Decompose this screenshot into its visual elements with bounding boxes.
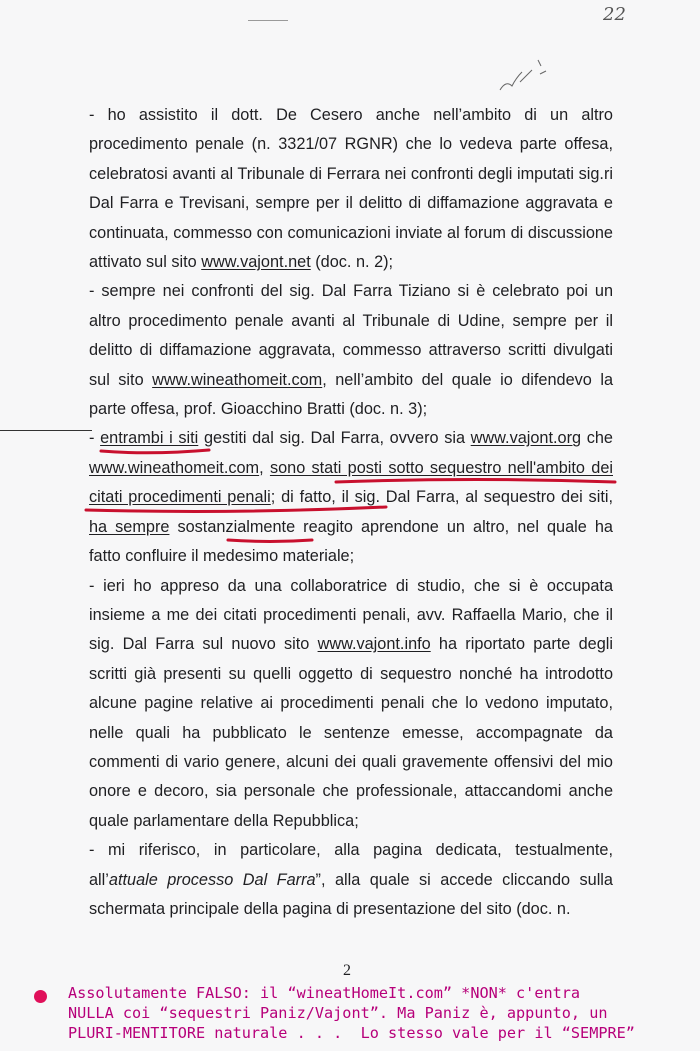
red-underline-entrambi: [101, 450, 209, 453]
text-run: ,: [259, 458, 270, 477]
text-run: ”, alla quale si accede cliccando sulla schermata principale della pagina di presentazione del sito (doc. n.: [89, 870, 613, 918]
text-run: sostanzialmente reagito aprendone un altro, nel quale ha fatto confluire il medesimo materiale;: [89, 517, 613, 566]
text-run: ; di fatto, il sig. Dal Farra, al sequestro dei siti,: [270, 488, 613, 507]
underlined-text: entrambi i siti: [100, 429, 199, 448]
text-run: che: [581, 429, 613, 448]
italic-text: attuale processo Dal Farra: [108, 870, 316, 889]
red-underline-ha-sempre: [228, 540, 312, 542]
text-run: , nell’ambito del quale io difendevo la parte offesa, prof. Gioacchino Bratti (doc. n. 3);: [89, 370, 614, 419]
handwritten-annotation: [68, 983, 668, 1043]
text-run: - mi riferisco, in particolare, alla pagina dedicata, testualmente, all’: [89, 841, 613, 889]
handwritten-page-mark: 22: [603, 4, 626, 25]
underlined-text: www.wineathomeit.com: [89, 458, 260, 477]
underlined-text: www.vajont.info: [317, 635, 431, 654]
underlined-text: www.wineathomeit.com: [152, 370, 323, 389]
underlined-text: www.vajont.net: [201, 253, 311, 272]
underlined-text: ha sempre: [89, 517, 170, 536]
text-run: ha riportato parte degli scritti già presenti su quelli oggetto di sequestro nonché ha introdotto alcune pagine relative ai procedimenti penali che lo vedono imputato, nelle quali ha pubblicato le sentenze emesse, accompagnate da commenti di vario genere, alcuni dei quali gravemente offensivi del mio onore e decoro, sia personale che professionale, attaccandomi anche quale parlamentare della Repubblica;: [89, 635, 613, 830]
page-number: 2: [343, 962, 351, 979]
red-underline-nell-ambito: [86, 507, 386, 511]
annotation-line: PLURI-MENTITORE naturale . . . Lo stesso vale per il “SEMPRE”: [68, 1024, 635, 1042]
text-run: - sempre nei confronti del sig. Dal Farra Tiziano si è celebrato poi un altro procedimento penale avanti al Tribunale di Udine, sempre per il delitto di diffamazione aggravata, commesso attraverso scritti divulgati sul sito: [89, 282, 613, 389]
annotation-line: NULLA coi “sequestri Paniz/Vajont”. Ma Paniz è, appunto, un: [68, 1004, 608, 1022]
text-run: - ho assistito il dott. De Cesero anche nell’ambito di un altro procedimento penale (n. 3321/07 RGNR) che lo vedeva parte offesa, celebratosi avanti al Tribunale di Ferrara nei confronti degli imputati sig.ri Dal Farra e Trevisani, sempre per il delitto di diffamazione aggravata e continuata, commesso con comunicazioni inviate al forum di discussione attivato sul sito: [89, 106, 613, 272]
underlined-text: www.vajont.org: [470, 429, 582, 448]
annotation-bullet: [34, 990, 47, 1003]
text-run: gestiti dal sig. Dal Farra, ovvero sia: [198, 429, 471, 448]
text-run: - ieri ho appreso da una collaboratrice di studio, che si è occupata insieme a me dei citati procedimenti penali, avv. Raffaella Mario, che il sig. Dal Farra sul nuovo sito: [89, 576, 613, 654]
underlined-text: sono stati posti sotto sequestro nell'ambito dei citati procedimenti penali: [89, 458, 613, 507]
red-underline-sono-stati: [336, 480, 615, 483]
text-run: (doc. n. 2);: [310, 253, 394, 272]
annotation-line: Assolutamente FALSO: il “wineatHomeIt.com” *NON* c'entra: [68, 984, 581, 1002]
text-run: -: [89, 429, 101, 448]
